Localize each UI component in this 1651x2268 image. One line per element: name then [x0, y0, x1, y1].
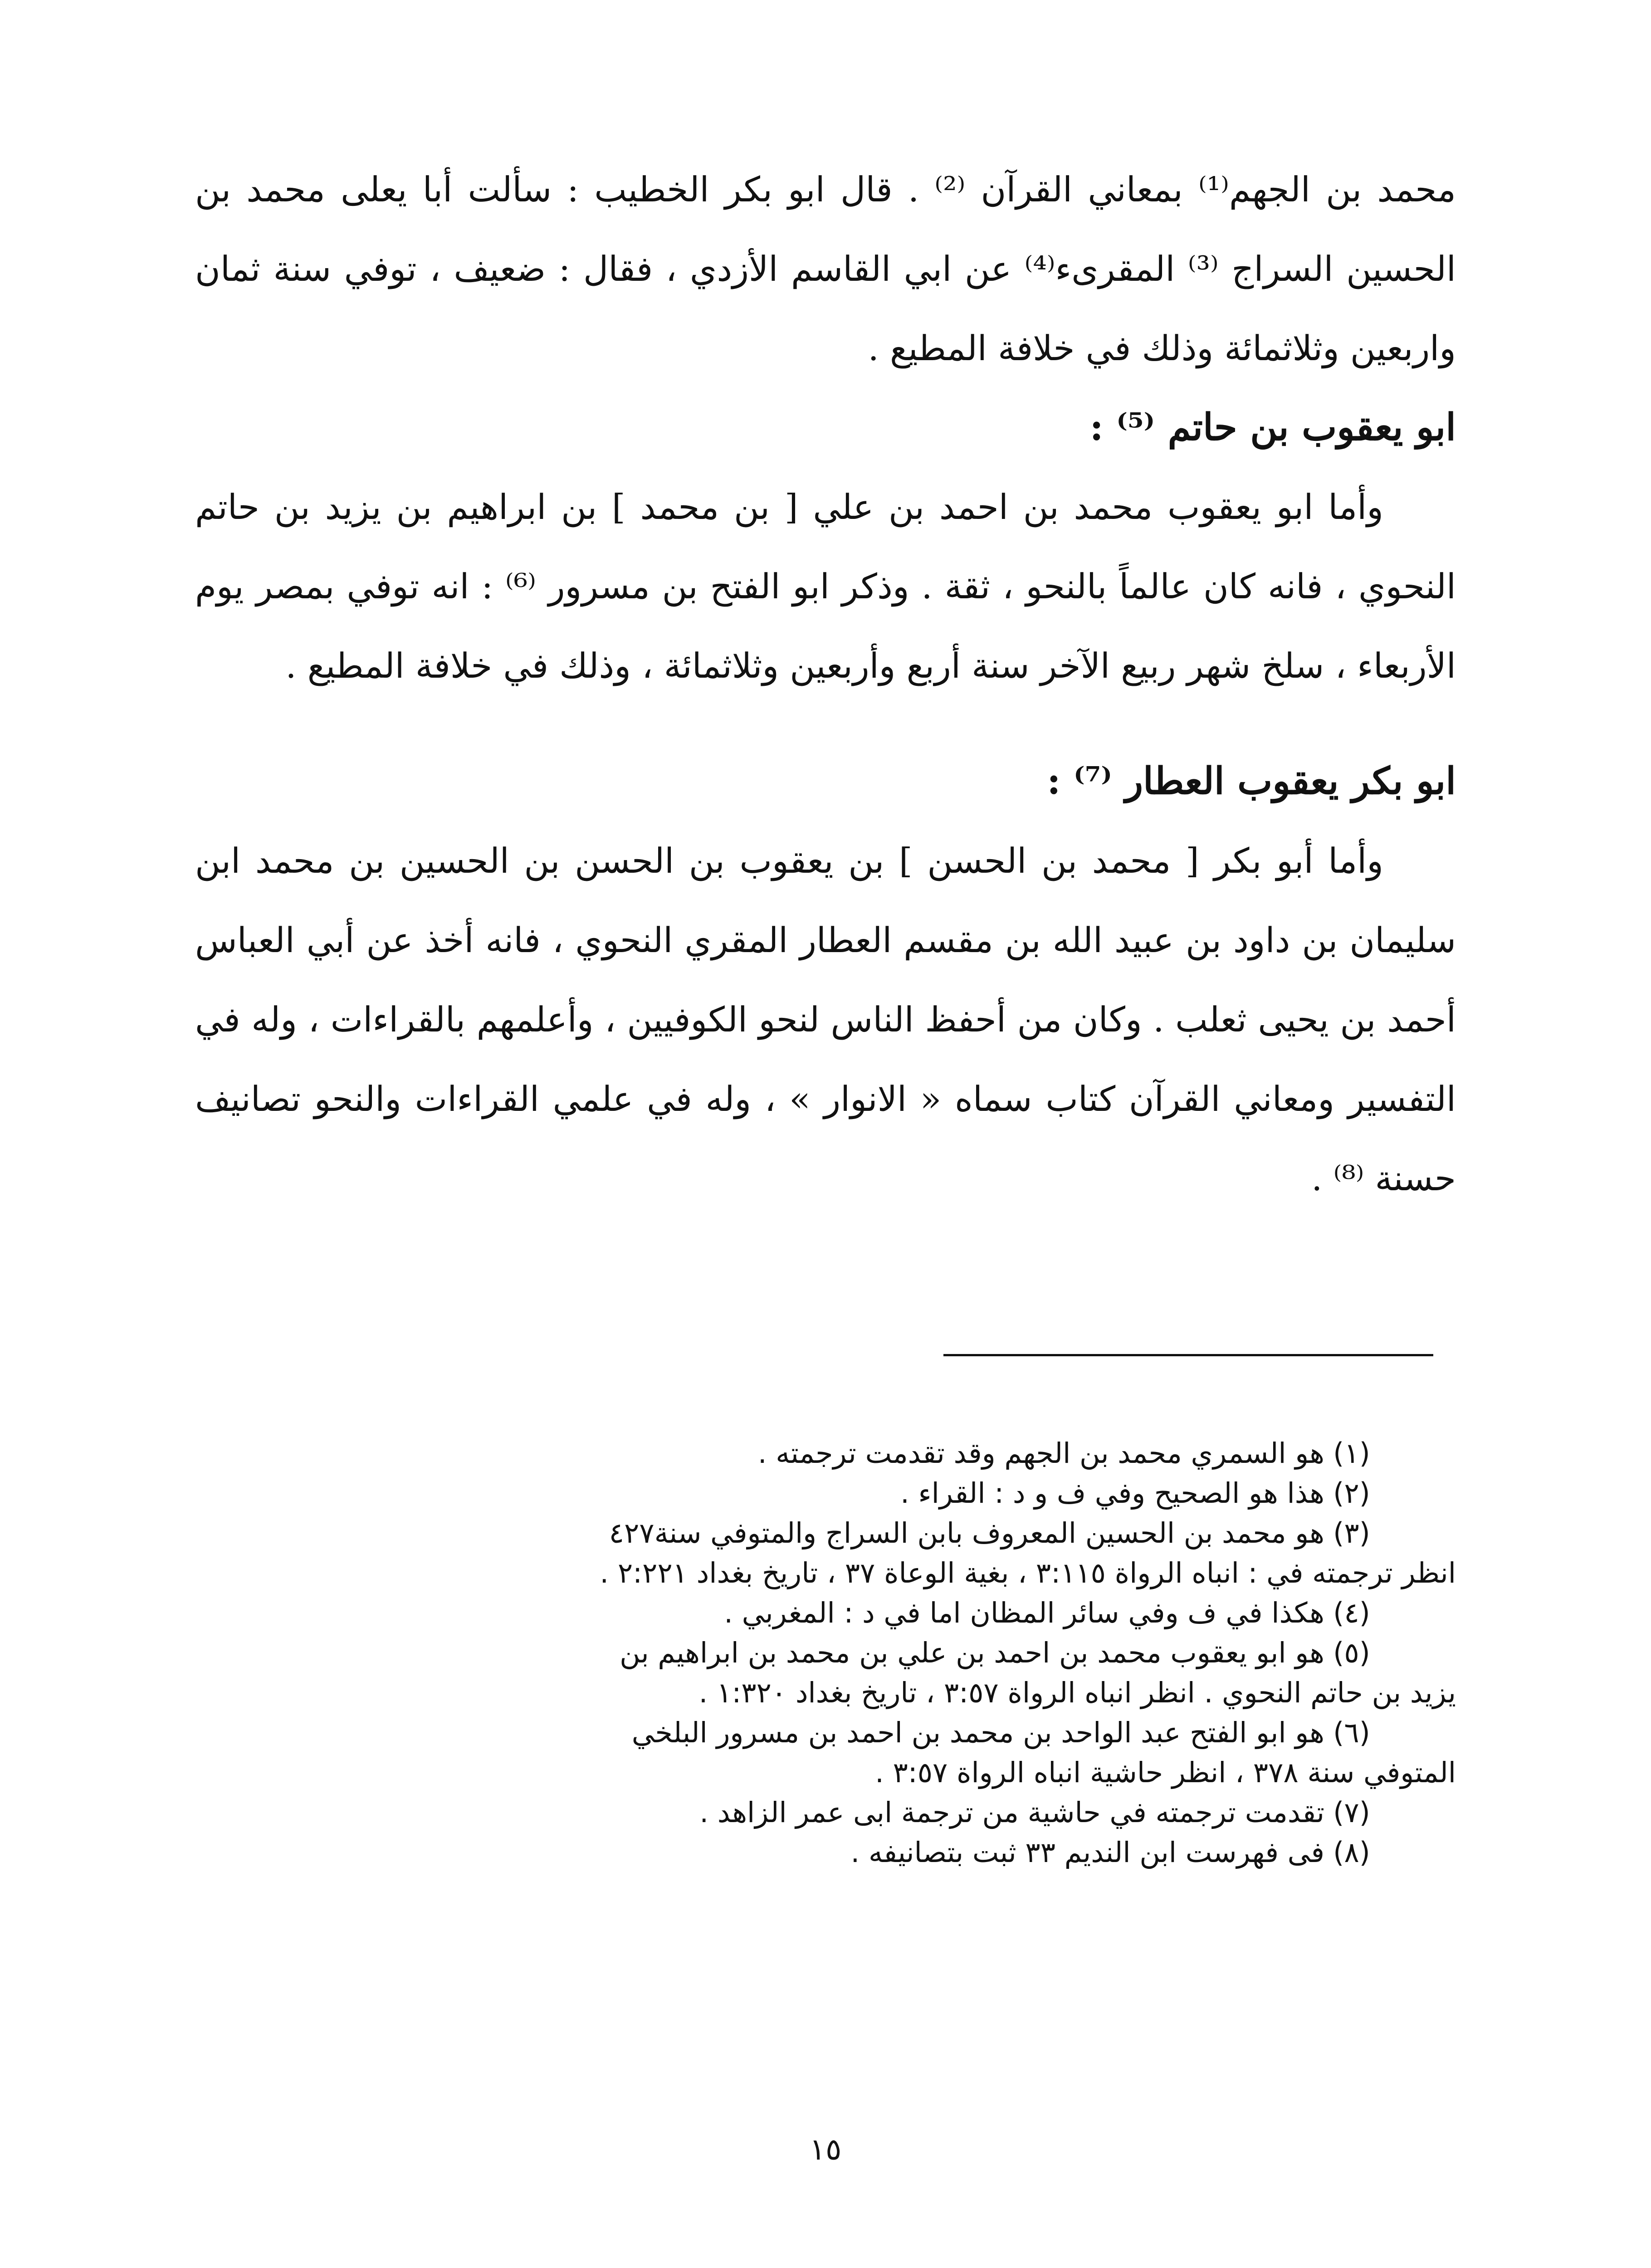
paragraph-1: محمد بن الجهم⁽¹⁾ بمعاني القرآن ⁽²⁾ . قال ابو بكر الخطيب : سألت أبا يعلى محمد بن الحسين السراج ⁽³⁾ المقرىء⁽⁴⁾ عن ابي القاسم الأزدي ، فقال : ضعيف ، توفي سنة ثمان واربعين وثلاثمائة وذلك في خلافة المطيع . — [195, 169, 1456, 368]
main-text — [195, 150, 1456, 1218]
footnote-number: (٥) — [1333, 1636, 1370, 1669]
footnote-text: هكذا في ف وفي سائر المظان اما في د : المغربي . — [724, 1596, 1324, 1629]
footnote-1 — [195, 1433, 1456, 1473]
footnote-text: فى فهرست ابن النديم ٣٣ ثبت بتصانيفه . — [850, 1836, 1324, 1869]
footnote-text: هو محمد بن الحسين المعروف بابن السراج والمتوفي سنة٤٢٧ — [609, 1516, 1324, 1549]
footnote-text: هو السمري محمد بن الجهم وقد تقدمت ترجمته . — [757, 1437, 1324, 1470]
footnote-6 — [195, 1713, 1456, 1793]
paragraph-3: وأما أبو بكر [ محمد بن الحسن ] بن يعقوب بن الحسن بن الحسين بن محمد ابن سليمان بن داود بن عبيد الله بن مقسم العطار المقري النحوي ، فانه أخذ عن أبي العباس أحمد بن يحيى ثعلب . وكان من أحفظ الناس لنحو الكوفيين ، وأعلمهم بالقراءات ، وله في التفسير ومعاني القرآن كتاب سماه « الانوار » ، وله في علمي القراءات والنحو تصانيف حسنة ⁽⁸⁾ . — [195, 841, 1456, 1198]
heading-abu-bakr-yaqub-al-attar: ابو بكر يعقوب العطار ⁽⁷⁾ : — [1047, 759, 1456, 803]
footnote-continuation: انظر ترجمته في : انباه الرواة ٣:١١٥ ، بغية الوعاة ٣٧ ، تاريخ بغداد ٢:٢٢١ . — [600, 1556, 1456, 1589]
footnote-number: (٨) — [1333, 1836, 1370, 1869]
footnote-text: هو ابو يعقوب محمد بن احمد بن علي بن محمد بن ابراهيم بن — [620, 1636, 1324, 1669]
footnote-4 — [195, 1593, 1456, 1633]
footnote-number: (٤) — [1333, 1596, 1370, 1629]
footnote-number: (٢) — [1333, 1476, 1370, 1510]
footnote-number: (١) — [1333, 1437, 1370, 1470]
footnote-text: هو ابو الفتح عبد الواحد بن محمد بن احمد بن مسرور البلخي — [631, 1716, 1324, 1749]
footnote-number: (٣) — [1333, 1516, 1370, 1549]
footnote-continuation: يزيد بن حاتم النحوي . انظر انباه الرواة ٣:٥٧ ، تاريخ بغداد ١:٣٢٠ . — [698, 1676, 1456, 1709]
heading-abu-yaqub-ibn-hatim: ابو يعقوب بن حاتم ⁽⁵⁾ : — [1089, 406, 1456, 449]
page-number: ١٥ — [809, 2132, 842, 2167]
footnote-text: تقدمت ترجمته في حاشية من ترجمة ابى عمر الزاهد . — [699, 1796, 1324, 1829]
footnote-separator — [943, 1354, 1433, 1356]
footnote-3 — [195, 1513, 1456, 1593]
footnote-7 — [195, 1793, 1456, 1833]
footnotes — [195, 1433, 1456, 1872]
footnote-text: هذا هو الصحيح وفي ف و د : القراء . — [900, 1476, 1324, 1510]
footnote-8 — [195, 1833, 1456, 1872]
footnote-number: (٧) — [1333, 1796, 1370, 1829]
footnote-2 — [195, 1473, 1456, 1513]
footnote-continuation: المتوفي سنة ٣٧٨ ، انظر حاشية انباه الرواة ٣:٥٧ . — [875, 1756, 1456, 1789]
paragraph-2: وأما ابو يعقوب محمد بن احمد بن علي [ بن محمد ] بن ابراهيم بن يزيد بن حاتم النحوي ، فانه كان عالماً بالنحو ، ثقة . وذكر ابو الفتح بن مسرور ⁽⁶⁾ : انه توفي بمصر يوم الأربعاء ، سلخ شهر ربيع الآخر سنة أربع وأربعين وثلاثمائة ، وذلك في خلافة المطيع . — [195, 487, 1456, 686]
footnote-5 — [195, 1633, 1456, 1713]
footnote-number: (٦) — [1333, 1716, 1370, 1749]
